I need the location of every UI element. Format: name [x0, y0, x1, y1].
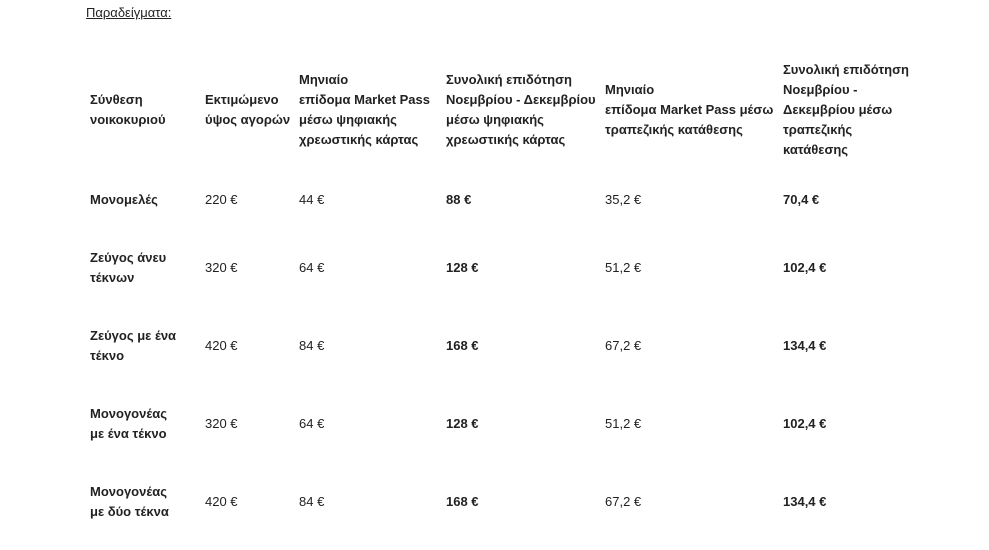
header-line: Δεκεμβρίου μέσω: [783, 102, 893, 117]
header-line: χρεωστικής κάρτας: [299, 132, 419, 147]
household-line: Μονομελές: [90, 192, 158, 207]
header-monthly-bank-allowance: [602, 58, 780, 162]
household-line: Μονογονέας: [90, 484, 167, 499]
cell-total-bank: 70,4 €: [783, 192, 820, 207]
cell-monthly-card: 64 €: [299, 416, 325, 431]
household-line: με ένα τέκνο: [90, 426, 167, 441]
household-line: Ζεύγος με ένα: [90, 328, 177, 343]
household-line: τέκνο: [90, 348, 125, 363]
cell-total-card: 128 €: [446, 260, 479, 275]
header-estimated-purchases: [202, 58, 296, 162]
table-row: [87, 238, 915, 298]
cell-household: [87, 162, 202, 238]
cell-monthly-card: 44 €: [299, 192, 325, 207]
header-total-bank-subsidy: [780, 58, 915, 162]
table-row: [87, 394, 915, 454]
header-household-composition: [87, 58, 202, 162]
cell-total-card: 88 €: [446, 192, 472, 207]
household-line: Ζεύγος άνευ: [90, 250, 167, 265]
header-line: χρεωστικής κάρτας: [446, 132, 566, 147]
cell-total-bank: 134,4 €: [783, 338, 827, 353]
cell-estimated-purchases: 320 €: [205, 260, 238, 275]
header-line: επίδομα Market Pass: [299, 92, 430, 107]
cell-household: [87, 298, 202, 394]
header-line: μέσω ψηφιακής: [446, 112, 544, 127]
header-line: Νοεμβρίου - Δεκεμβρίου: [446, 92, 596, 107]
cell-total-card: 128 €: [446, 416, 479, 431]
cell-monthly-bank: 51,2 €: [605, 416, 642, 431]
cell-monthly-bank: 67,2 €: [605, 338, 642, 353]
header-line: νοικοκυριού: [90, 112, 166, 127]
cell-monthly-card: 84 €: [299, 494, 325, 509]
header-line: ύψος αγορών: [205, 112, 291, 127]
table-row: [87, 454, 915, 550]
header-total-card-subsidy: [443, 58, 602, 162]
cell-total-bank: 102,4 €: [783, 416, 827, 431]
cell-estimated-purchases: 220 €: [205, 192, 238, 207]
cell-household: [87, 238, 202, 298]
cell-estimated-purchases: 420 €: [205, 494, 238, 509]
header-line: Μηνιαίο: [605, 82, 655, 97]
table-row: [87, 298, 915, 394]
cell-total-bank: 102,4 €: [783, 260, 827, 275]
cell-monthly-card: 64 €: [299, 260, 325, 275]
cell-monthly-bank: 35,2 €: [605, 192, 642, 207]
household-line: με δύο τέκνα: [90, 504, 169, 519]
cell-monthly-bank: 51,2 €: [605, 260, 642, 275]
cell-total-card: 168 €: [446, 494, 479, 509]
table-row: [87, 162, 915, 238]
header-line: Σύνθεση: [90, 92, 143, 107]
header-line: Μηνιαίο: [299, 72, 349, 87]
header-line: τραπεζικής κατάθεσης: [605, 122, 743, 137]
header-line: Συνολική επιδότηση: [783, 62, 909, 77]
cell-estimated-purchases: 320 €: [205, 416, 238, 431]
header-line: μέσω ψηφιακής: [299, 112, 397, 127]
cell-household: [87, 394, 202, 454]
household-line: τέκνων: [90, 270, 135, 285]
header-line: Εκτιμώμενο: [205, 92, 279, 107]
header-line: Συνολική επιδότηση: [446, 72, 572, 87]
subsidy-examples-table: [87, 58, 915, 550]
header-monthly-card-allowance: [296, 58, 443, 162]
cell-household: [87, 454, 202, 550]
household-line: Μονογονέας: [90, 406, 167, 421]
examples-link[interactable]: Παραδείγματα:: [86, 5, 172, 20]
cell-estimated-purchases: 420 €: [205, 338, 238, 353]
cell-total-bank: 134,4 €: [783, 494, 827, 509]
table-header-row: [87, 58, 915, 162]
cell-total-card: 168 €: [446, 338, 479, 353]
header-line: Νοεμβρίου -: [783, 82, 858, 97]
cell-monthly-bank: 67,2 €: [605, 494, 642, 509]
header-line: τραπεζικής: [783, 122, 853, 137]
header-line: επίδομα Market Pass μέσω: [605, 102, 774, 117]
cell-monthly-card: 84 €: [299, 338, 325, 353]
header-line: κατάθεσης: [783, 142, 849, 157]
